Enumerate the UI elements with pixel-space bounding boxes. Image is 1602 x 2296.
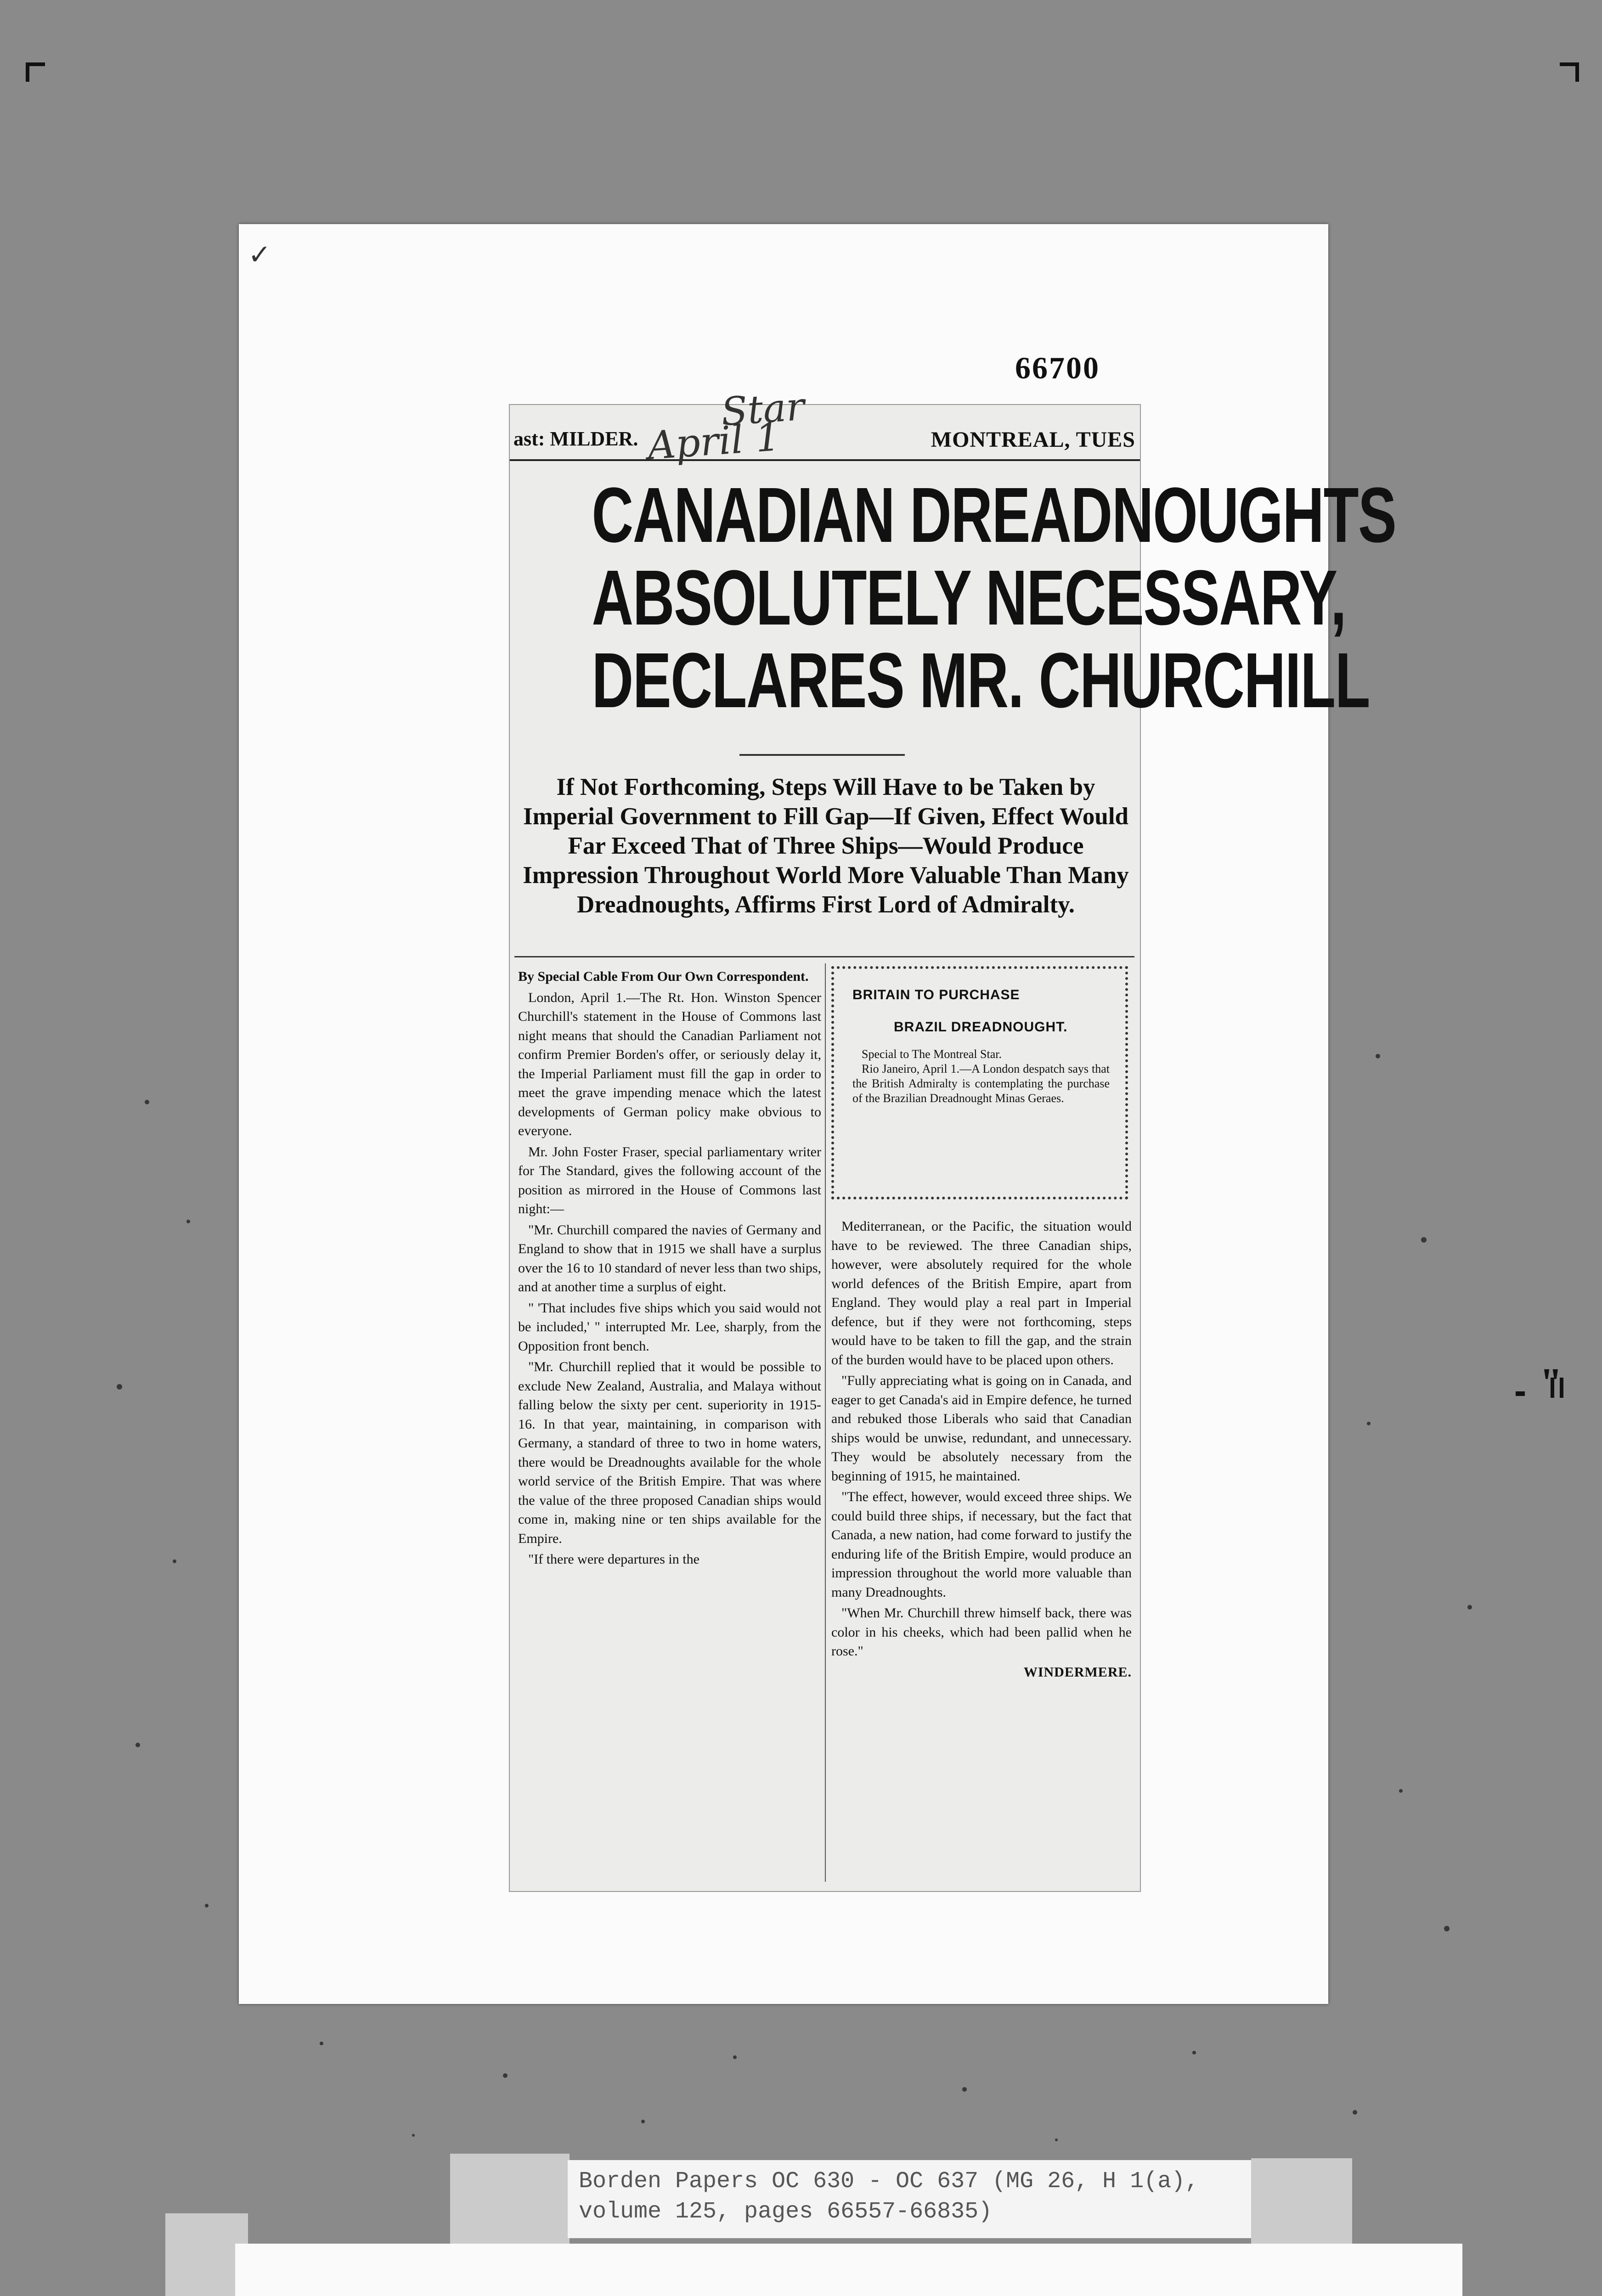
- newspaper-clipping: [509, 383, 1396, 1892]
- boxed-title-line: BRITAIN TO PURCHASE: [852, 987, 1020, 1002]
- article-paragraph: "If there were departures in the: [528, 1552, 699, 1567]
- tape-strip: [450, 2154, 570, 2245]
- headline-rule: [739, 754, 905, 756]
- article-paragraph: "When Mr. Churchill threw himself back, there was color in his cheeks, which had been pallid when he rose.": [831, 1605, 1132, 1659]
- tape-strip: [1251, 2158, 1352, 2245]
- author-signature: WINDERMERE.: [1023, 1664, 1132, 1680]
- archive-reference-line: Borden Papers OC 630 - OC 637 (MG 26, H 1(a),: [579, 2168, 1199, 2195]
- masthead-weather: ast: MILDER.: [513, 428, 638, 450]
- article-paragraph: "Fully appreciating what is going on in Canada, and eager to get Canada's aid in Empire defence, he turned and rebuked those Liberals who said that Canadian ships would be unwise, redundant, and unnecessary. They would be absolutely necessary from the beginning of 1915, he maintained.: [831, 1373, 1132, 1484]
- handwritten-date: April 1: [646, 414, 782, 468]
- headline: [592, 472, 1396, 724]
- boxed-paragraph: Rio Janeiro, April 1.—A London despatch says that the British Admiralty is contemplating the purchase of the Brazilian Dreadnought Minas Geraes.: [852, 1062, 1110, 1105]
- article-column-right: [831, 1217, 1132, 1683]
- article-paragraph: Mr. John Foster Fraser, special parliamentary writer for The Standard, gives the following account of the position as mirrored in the House of Commons last night:—: [518, 1144, 821, 1216]
- archives-stamp: [235, 2244, 1462, 2296]
- page-number: 66700: [1015, 350, 1100, 385]
- sub-headline: If Not Forthcoming, Steps Will Have to be Taken by Imperial Government to Fill Gap—If Given, Effect Would Far Exceed That of Three Ships—Would Produce Impression Throughout World More Valuable Than Many Dreadnoughts, Affirms First Lord of Admiralty.: [523, 774, 1129, 918]
- article-column-left: [518, 967, 821, 1571]
- headline-line: CANADIAN DREADNOUGHTS: [592, 472, 1396, 559]
- handwritten-paper-name: Star: [719, 383, 806, 435]
- article-paragraph: " 'That includes five ships which you said would not be included,' " interrupted Mr. Lee, sharply, from the Opposition front bench.: [518, 1300, 821, 1354]
- article-paragraph: "Mr. Churchill replied that it would be possible to exclude New Zealand, Australia, and Malaya without falling below the sixty per cent. superiority in 1915-16. In that year, maintaining, in comparison with Germany, a standard of three to two in home waters, there would be Dreadnoughts available for the whole world service of the British Empire. That was where the value of the three proposed Canadian ships would come in, making nine or ten ships available for the Empire.: [518, 1359, 821, 1546]
- crop-mark-top-left: [26, 62, 45, 82]
- archive-reference-line: volume 125, pages 66557-66835): [579, 2199, 993, 2225]
- boxed-title-line: BRAZIL DREADNOUGHT.: [894, 1019, 1068, 1035]
- article-paragraph: "The effect, however, would exceed three ships. We could build three ships, if necessary, but the fact that Canada, a new nation, had come forward to justify the enduring life of the British Empire, would produce an impression throughout the world more valuable than many Dreadnoughts.: [831, 1489, 1132, 1600]
- crop-mark-top-right: [1560, 62, 1579, 82]
- boxed-body: [852, 1047, 1110, 1106]
- article-paragraph: Mediterranean, or the Pacific, the situation would have to be reviewed. The three Canadian ships, however, were absolutely required for the whole world defences of the British Empire, apart from England. They would play a real part in Imperial defence, but if they were not forthcoming, steps would have to be taken to fill the gap, and the strain of the burden would have to be placed upon others.: [831, 1219, 1132, 1367]
- byline: By Special Cable From Our Own Correspondent.: [518, 969, 809, 984]
- headline-line: ABSOLUTELY NECESSARY,: [592, 554, 1346, 642]
- article-paragraph: London, April 1.—The Rt. Hon. Winston Spencer Churchill's statement in the House of Commons last night means that should the Canadian Parliament not confirm Premier Borden's offer, or seriously delay it, the Imperial Parliament must fill the gap in order to meet the grave impending menace which the latest developments of German policy make obvious to everyone.: [518, 990, 821, 1138]
- headline-line: DECLARES MR. CHURCHILL: [592, 637, 1370, 724]
- boxed-paragraph: Special to The Montreal Star.: [862, 1047, 1002, 1061]
- boxed-news-item: [831, 966, 1128, 1199]
- article-paragraph: "Mr. Churchill compared the navies of Germany and England to show that in 1915 we shall have a surplus over the 16 to 10 standard of never less than two ships, and at another time a surplus of eight.: [518, 1222, 821, 1294]
- margin-mark: ": [1540, 1360, 1563, 1406]
- masthead-city-date: MONTREAL, TUES: [931, 428, 1135, 452]
- masthead: [510, 427, 1140, 461]
- archive-reference-label: [568, 2160, 1251, 2238]
- check-mark: ✓: [248, 240, 271, 270]
- section-rule: [514, 956, 1134, 957]
- column-divider: [825, 963, 826, 1882]
